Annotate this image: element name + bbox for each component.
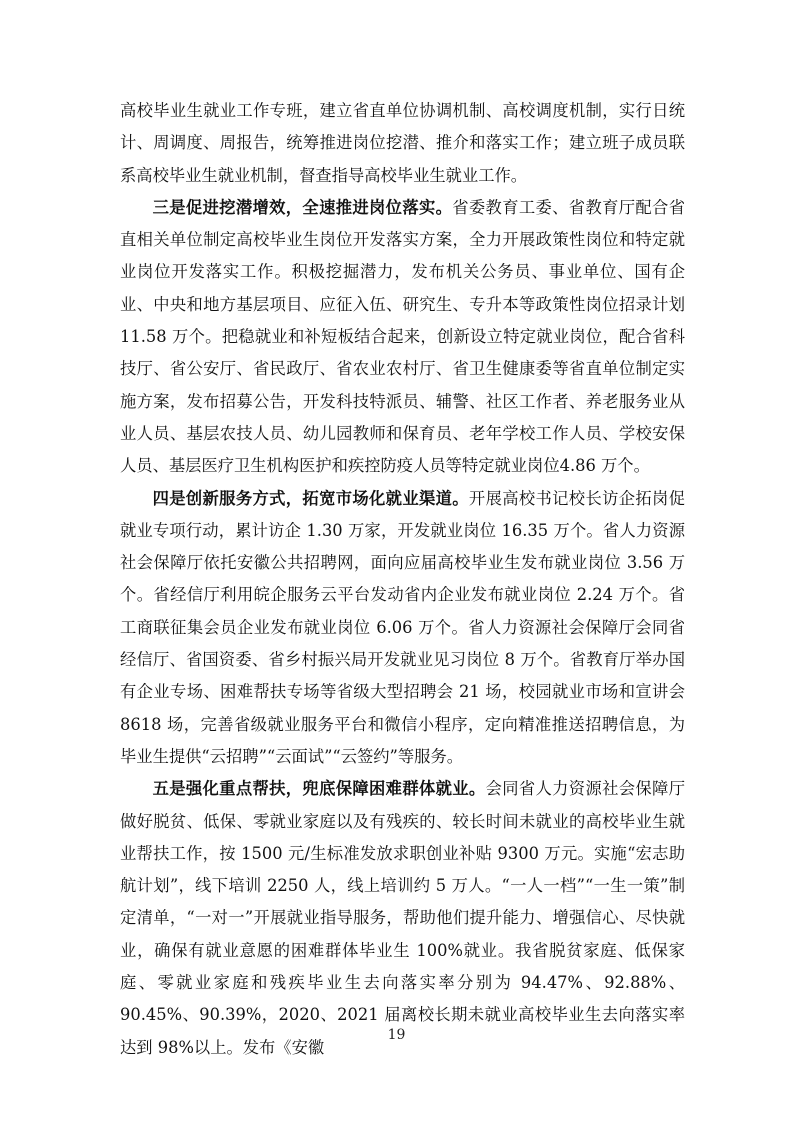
paragraph-3	[120, 483, 685, 774]
paragraph-2	[120, 192, 685, 483]
paragraph-4-lead: 五是强化重点帮扶，兜底保障困难群体就业。	[152, 779, 486, 799]
paragraph-4-text: 会同省人力资源社会保障厅做好脱贫、低保、零就业家庭以及有残疾的、较长时间未就业的高校毕业生就业帮扶工作，按 1500 元/生标准发放求职创业补贴 9300 万元。实施“宏志助航计划”，线下培训 2250 人，线上培训约 5 万人。“一人一档”“一生一策”制定清单，“一对一”开展就业指导服务，帮助他们提升能力、增强信心、尽快就业，确保有就业意愿的困难群体毕业生 100%就业。我省脱贫家庭、低保家庭、零就业家庭和残疾毕业生去向落实率分别为 94.47%、92.88%、90.45%、90.39%，2020、2021 届离校长期未就业高校毕业生去向落实率达到 98%以上。发布《安徽	[120, 779, 685, 1057]
paragraph-1-text: 高校毕业生就业工作专班，建立省直单位协调机制、高校调度机制，实行日统计、周调度、周报告，统筹推进岗位挖潜、推介和落实工作；建立班子成员联系高校毕业生就业机制，督查指导高校毕业生就业工作。	[120, 101, 685, 185]
paragraph-1	[120, 95, 685, 192]
paragraph-2-text: 省委教育工委、省教育厅配合省直相关单位制定高校毕业生岗位开发落实方案，全力开展政策性岗位和特定就业岗位开发落实工作。积极挖掘潜力，发布机关公务员、事业单位、国有企业、中央和地方基层项目、应征入伍、研究生、专升本等政策性岗位招录计划11.58 万个。把稳就业和补短板结合起来，创新设立特定就业岗位，配合省科技厅、省公安厅、省民政厅、省农业农村厅、省卫生健康委等省直单位制定实施方案，发布招募公告，开发科技特派员、辅警、社区工作者、养老服务业从业人员、基层农技人员、幼儿园教师和保育员、老年学校工作人员、学校安保人员、基层医疗卫生机构医护和疾控防疫人员等特定就业岗位4.86 万个。	[120, 197, 685, 476]
paragraph-2-lead: 三是促进挖潜增效，全速推进岗位落实。	[152, 197, 453, 217]
page-number: 19	[387, 1027, 406, 1043]
paragraph-4	[120, 773, 685, 1064]
paragraph-3-text: 开展高校书记校长访企拓岗促就业专项行动，累计访企 1.30 万家，开发就业岗位 16.35 万个。省人力资源社会保障厅依托安徽公共招聘网，面向应届高校毕业生发布就业岗位 3.56 万个。省经信厅利用皖企服务云平台发动省内企业发布就业岗位 2.24 万个。省工商联征集会员企业发布就业岗位 6.06 万个。省人力资源社会保障厅会同省经信厅、省国资委、省乡村振兴局开发就业见习岗位 8 万个。省教育厅举办国有企业专场、困难帮扶专场等省级大型招聘会 21 场，校园就业市场和宣讲会 8618 场，完善省级就业服务平台和微信小程序，定向精准推送招聘信息，为毕业生提供“云招聘”“云面试”“云签约”等服务。	[120, 488, 685, 766]
document-body	[120, 95, 685, 1064]
paragraph-3-lead: 四是创新服务方式，拓宽市场化就业渠道。	[152, 488, 469, 508]
